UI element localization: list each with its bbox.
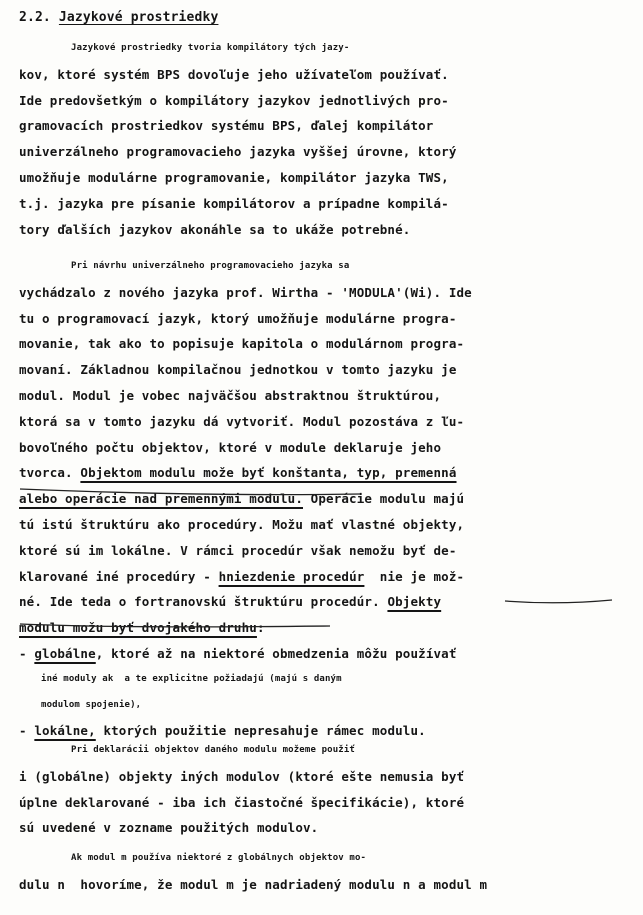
underlined-term: lokálne,	[34, 723, 96, 739]
text-line: vychádzalo z nového jazyka prof. Wirtha - 'MODULA'(Wi). Ide	[19, 284, 472, 300]
text-line	[19, 589, 631, 615]
text-fragment: né. Ide teda o fortranovskú štruktúru procedúr.	[19, 594, 388, 610]
text-line	[19, 486, 631, 512]
text-line: movaní. Základnou kompilačnou jednotkou v tomto jazyku je	[19, 362, 457, 378]
text-line	[19, 615, 631, 641]
list-item-global	[19, 641, 631, 667]
section-title: Jazykové prostriedky	[58, 10, 219, 25]
text-line: movanie, tak ako to popisuje kapitola o modulárnom progra-	[19, 336, 465, 352]
list-bullet: -	[19, 645, 35, 661]
text-line	[19, 460, 631, 486]
text-line: Jazykové prostriedky tvoria kompilátory tých jazy-	[71, 43, 350, 53]
text-line: Pri návrhu univerzálneho programovacieho jazyka sa	[71, 261, 350, 271]
text-fragment: Operácie modulu majú	[303, 491, 465, 507]
underlined-phrase: Objektom modulu može byť konštanta, typ, premenná	[80, 465, 457, 481]
paragraph-2	[19, 254, 631, 744]
text-line: tu o programovací jazyk, ktorý umožňuje modulárne progra-	[19, 310, 457, 326]
text-line: Ide predovšetkým o kompilátory jazykov jednotlivých pro-	[19, 92, 449, 108]
text-fragment: :	[256, 620, 265, 636]
text-line: umožňuje modulárne programovanie, kompilátor jazyka TWS,	[19, 169, 449, 185]
underlined-phrase: Objekty	[387, 594, 442, 610]
text-fragment: ktorých použitie nepresahuje rámec modulu.	[95, 723, 426, 739]
paragraph-3	[19, 738, 631, 841]
text-line: univerzálneho programovacieho jazyka vyššej úrovne, ktorý	[19, 144, 457, 160]
paragraph-4	[19, 846, 631, 898]
section-heading	[19, 10, 218, 25]
text-line: modul. Modul je vobec najväčšou abstraktnou štruktúrou,	[19, 387, 442, 403]
underlined-term: globálne	[34, 645, 96, 661]
underlined-phrase: modulu možu byť dvojakého druhu	[19, 620, 257, 636]
text-line: ktorá sa v tomto jazyku dá vytvoriť. Modul pozostáva z ľu-	[19, 413, 465, 429]
text-line: gramovacích prostriedkov systému BPS, ďalej kompilátor	[19, 118, 434, 134]
text-line: bovoľného počtu objektov, ktoré v module deklaruje jeho	[19, 439, 442, 455]
text-fragment: klarované iné procedúry -	[19, 568, 219, 584]
text-fragment: tvorca.	[19, 465, 81, 481]
text-fragment: nie je mož-	[364, 568, 465, 584]
text-line: tú istú štruktúru ako procedúry. Možu mať vlastné objekty,	[19, 516, 465, 532]
text-line: t.j. jazyka pre písanie kompilátorov a prípadne kompilá-	[19, 195, 449, 211]
text-line: kov, ktoré systém BPS dovoľuje jeho užívateľom používať.	[19, 66, 449, 82]
underlined-phrase: alebo operácie nad premennými modulu.	[19, 491, 303, 507]
list-item-continuation: modulom spojenie),	[41, 699, 142, 710]
text-fragment: , ktoré až na niektoré obmedzenia môžu používať	[95, 645, 457, 661]
text-line: Ak modul m používa niektoré z globálnych objektov mo-	[71, 853, 367, 863]
text-line: sú uvedené v zozname použitých modulov.	[19, 820, 319, 836]
text-line: dulu n hovoríme, že modul m je nadriadený modulu n a modul m	[19, 876, 488, 892]
text-line: ktoré sú im lokálne. V rámci procedúr však nemožu byť de-	[19, 542, 457, 558]
list-item-continuation: iné moduly ak a te explicitne požiadajú (majú s daným	[41, 673, 342, 684]
underlined-phrase: hniezdenie procedúr	[218, 568, 365, 584]
list-bullet: -	[19, 723, 35, 739]
text-line: i (globálne) objekty iných modulov (ktoré ešte nemusia byť	[19, 768, 465, 784]
text-line	[19, 564, 631, 590]
text-line: úplne deklarované - iba ich čiastočné špecifikácie), ktoré	[19, 794, 465, 810]
paragraph-1	[19, 36, 631, 242]
text-line: tory ďalších jazykov akonáhle sa to ukáže potrebné.	[19, 221, 411, 237]
text-line: Pri deklarácii objektov daného modulu možeme použiť	[71, 745, 355, 755]
section-number: 2.2.	[19, 10, 51, 25]
